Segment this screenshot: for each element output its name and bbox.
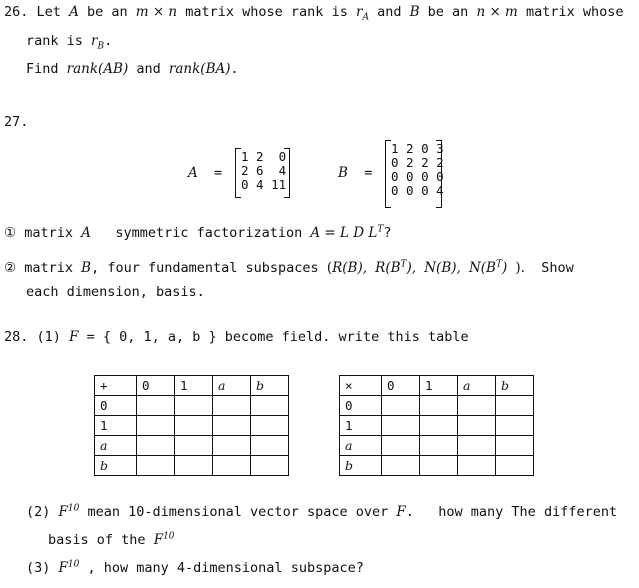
table-row <box>340 456 534 476</box>
math-RB: R(B), <box>332 260 368 276</box>
text: , how many 4-dimensional subspace? <box>87 560 364 576</box>
sub: A <box>362 12 369 23</box>
table-cell: + <box>95 376 137 396</box>
table-cell[interactable] <box>496 436 534 456</box>
problem-26-number: 26. <box>4 4 29 20</box>
text: . <box>104 33 113 49</box>
matrix-B-row: 0 0 0 4 <box>391 183 444 198</box>
math-nxm: n × m <box>476 4 518 20</box>
table-cell[interactable] <box>175 436 213 456</box>
matrix-B-row: 1 2 0 3 <box>391 141 444 156</box>
math-F10 <box>59 560 80 576</box>
table-cell[interactable] <box>458 456 496 476</box>
text: Let <box>36 4 61 20</box>
text: ), <box>406 260 417 276</box>
table-cell: 1 <box>175 376 213 396</box>
text: ) <box>501 260 508 276</box>
table-cell: b <box>251 376 289 396</box>
table-row <box>340 436 534 456</box>
sup: 10 <box>67 559 80 570</box>
problem-26-line-3 <box>26 60 239 78</box>
table-cell[interactable] <box>420 416 458 436</box>
table-cell: 1 <box>420 376 458 396</box>
text: Find <box>26 61 59 77</box>
text: (1) <box>36 329 61 345</box>
table-row <box>340 416 534 436</box>
text: matrix whose <box>525 4 624 20</box>
math-NB: N(B), <box>424 260 461 276</box>
table-cell[interactable] <box>382 396 420 416</box>
math-rankBA: rank(BA) <box>168 61 231 77</box>
table-cell[interactable] <box>496 456 534 476</box>
F: F <box>58 560 68 576</box>
sup: T <box>400 259 407 270</box>
matrix-A <box>241 150 286 192</box>
table-cell: b <box>95 456 137 476</box>
problem-27-number: 27. <box>4 114 29 130</box>
table-cell: 0 <box>137 376 175 396</box>
text: be an <box>86 4 128 20</box>
text: N(B <box>468 260 496 276</box>
problem-28-number: 28. <box>4 329 29 345</box>
math-A: A <box>81 225 91 241</box>
addition-table <box>94 375 289 476</box>
math-rB <box>91 33 105 52</box>
text: , four fundamental subspaces <box>91 260 319 276</box>
math-mxn: m × n <box>135 4 178 20</box>
table-cell[interactable] <box>382 456 420 476</box>
table-cell: b <box>496 376 534 396</box>
table-cell[interactable] <box>137 436 175 456</box>
text: (3) <box>26 560 51 576</box>
table-row <box>95 376 289 396</box>
math-rankAB: rank(AB) <box>66 61 129 77</box>
text: (2) <box>26 504 51 520</box>
matrix-B-right-bracket <box>436 140 442 208</box>
text: . <box>230 61 239 77</box>
matrix-B-row: 0 2 2 2 <box>391 155 444 170</box>
table-cell[interactable] <box>175 416 213 436</box>
table-cell: b <box>340 456 382 476</box>
sup: 10 <box>67 503 80 514</box>
math-set: = { 0, 1, a, b } <box>86 329 217 345</box>
table-cell[interactable] <box>213 436 251 456</box>
math-F10 <box>154 532 175 548</box>
paren: ). <box>515 260 525 276</box>
table-cell[interactable] <box>251 456 289 476</box>
math-NBT <box>469 260 507 276</box>
circle-two-icon: ② <box>4 260 17 276</box>
problem-28-question-2-line-2 <box>48 531 175 549</box>
problem-26-line-2 <box>26 32 112 50</box>
problem-26-line-1 <box>4 3 624 21</box>
text: rank is <box>26 33 83 49</box>
text: matrix <box>24 225 74 241</box>
math-A: A <box>69 4 79 20</box>
table-cell: a <box>458 376 496 396</box>
problem-27-question-1 <box>4 224 392 242</box>
table-cell[interactable] <box>420 436 458 456</box>
math-B: B <box>409 4 420 20</box>
text: be an <box>427 4 469 20</box>
table-row <box>340 396 534 416</box>
math-F: F <box>69 329 79 345</box>
formula: A = L D L <box>310 225 378 241</box>
r: r <box>91 33 98 49</box>
paren: ( <box>326 260 333 276</box>
text: ? <box>383 225 392 241</box>
problem-27-question-2-line-2: each dimension, basis. <box>26 284 205 300</box>
sup: T <box>495 259 502 270</box>
table-cell[interactable] <box>175 456 213 476</box>
matrix-A-row: 1 2 0 <box>241 149 287 164</box>
table-cell[interactable] <box>251 416 289 436</box>
sup: T <box>377 224 384 235</box>
matrix-B-label <box>338 164 372 182</box>
math-F10 <box>59 504 80 520</box>
problem-28-question-3 <box>26 559 364 577</box>
table-cell[interactable] <box>137 456 175 476</box>
matrix-B-row: 0 0 0 0 <box>391 169 444 184</box>
table-cell[interactable] <box>251 396 289 416</box>
text: symmetric factorization <box>115 225 303 241</box>
math-RBT <box>375 260 416 276</box>
table-cell: 1 <box>340 416 382 436</box>
table-cell[interactable] <box>420 396 458 416</box>
table-cell: a <box>213 376 251 396</box>
problem-28-question-1 <box>4 328 469 346</box>
matrix-A-row: 2 6 4 <box>241 163 287 178</box>
F: F <box>58 504 68 520</box>
sub: B <box>97 41 105 52</box>
table-cell[interactable] <box>213 396 251 416</box>
r: r <box>355 4 363 20</box>
table-cell[interactable] <box>137 416 175 436</box>
text: and <box>136 61 161 77</box>
table-cell[interactable] <box>458 416 496 436</box>
math-F: F <box>396 504 406 520</box>
matrix-A-row: 0 4 11 <box>241 177 287 192</box>
text: how many The different <box>438 504 618 520</box>
table-cell: 0 <box>340 396 382 416</box>
math-ldlt <box>310 225 383 241</box>
text: R(B <box>375 260 401 276</box>
math-B: B <box>81 260 92 276</box>
matrix-A-right-bracket <box>284 148 290 198</box>
table-cell: 0 <box>95 396 137 416</box>
table-cell: a <box>340 436 382 456</box>
matrix-A-label <box>188 164 222 182</box>
F: F <box>153 532 164 548</box>
equals: = <box>364 165 373 181</box>
table-cell[interactable] <box>251 436 289 456</box>
table-row <box>95 436 289 456</box>
table-row <box>95 416 289 436</box>
table-cell[interactable] <box>382 416 420 436</box>
text: Show <box>541 260 574 276</box>
sup: 10 <box>163 531 175 542</box>
table-cell: 0 <box>382 376 420 396</box>
table-cell: a <box>95 436 137 456</box>
table-row <box>340 376 534 396</box>
table-cell[interactable] <box>137 396 175 416</box>
text: and <box>377 4 402 20</box>
equals: = <box>214 165 223 181</box>
table-cell: 1 <box>95 416 137 436</box>
table-cell[interactable] <box>458 436 496 456</box>
math-A: A <box>188 165 198 181</box>
table-cell[interactable] <box>458 396 496 416</box>
table-cell[interactable] <box>420 456 458 476</box>
problem-27-question-2 <box>4 259 574 277</box>
table-cell[interactable] <box>496 396 534 416</box>
circle-one-icon: ① <box>4 225 17 241</box>
table-cell: × <box>340 376 382 396</box>
table-cell[interactable] <box>382 436 420 456</box>
text: matrix whose rank is <box>185 4 348 20</box>
text: . <box>405 504 414 520</box>
math-B: B <box>338 165 348 181</box>
text: become field. write this table <box>224 329 469 345</box>
text: mean 10-dimensional vector space over <box>87 504 389 520</box>
problem-28-question-2 <box>26 503 617 521</box>
math-rA <box>355 4 369 23</box>
table-row <box>95 456 289 476</box>
table-row <box>95 396 289 416</box>
table-cell[interactable] <box>175 396 213 416</box>
text: matrix <box>24 260 74 276</box>
table-cell[interactable] <box>213 416 251 436</box>
multiplication-table <box>339 375 534 476</box>
table-cell[interactable] <box>213 456 251 476</box>
table-cell[interactable] <box>496 416 534 436</box>
text: basis of the <box>48 532 146 548</box>
